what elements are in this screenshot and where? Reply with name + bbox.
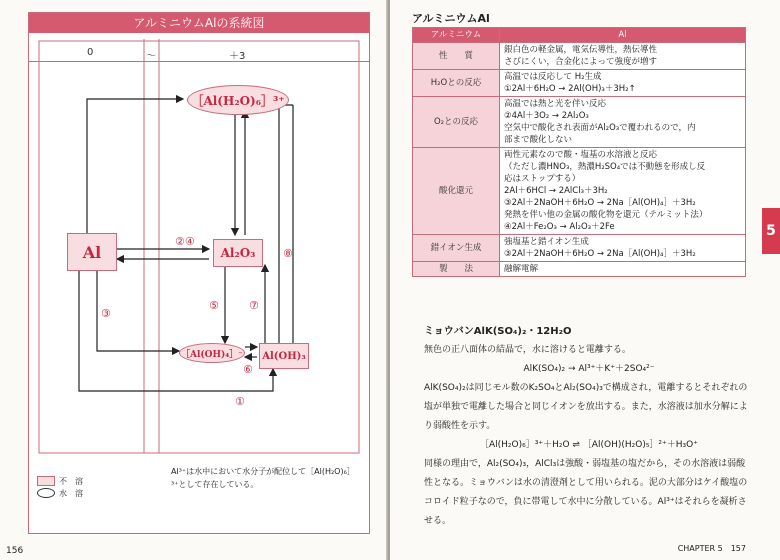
table-header-label: アルミニウム: [413, 28, 500, 43]
table-value-line: 空気中で酸化され表面がAl₂O₃で覆われるので，内: [504, 123, 696, 133]
table-value-line: ③2Al＋2NaOH＋6H₂O → 2Na［Al(OH)₄］＋3H₂: [504, 198, 696, 208]
table-row-label: 酸化還元: [413, 148, 500, 235]
node-aloh3: Al(OH)₃: [259, 343, 309, 369]
table-value-line: （ただし濃HNO₃，熱濃H₂SO₄では不動態を形成し反: [504, 162, 706, 172]
reaction-number: ①: [235, 395, 245, 408]
node-aluminate-ion: ［Al(OH)₄］⁻: [179, 343, 245, 363]
table-row-value: [500, 43, 746, 70]
table-header-value: Al: [500, 28, 746, 43]
left-page: [0, 0, 388, 560]
chapter-tab: 5: [762, 208, 780, 254]
legend-label: 不 溶: [59, 476, 83, 486]
table-row-value: [500, 148, 746, 235]
alum-paragraph: 無色の正八面体の結晶で，水に溶けると電離する。: [424, 345, 631, 355]
page-number-left: 156: [6, 546, 24, 556]
table-value-line: ②4Al＋3O₂ → 2Al₂O₃: [504, 111, 589, 121]
right-page: [390, 0, 780, 560]
table-value-line: 高温では熱と光を伴い反応: [504, 99, 607, 109]
alum-equation: ［Al(H₂O)₆］³⁺＋H₂O ⇌ ［Al(OH)(H₂O)₅］²⁺＋H₃O⁺: [479, 440, 699, 450]
table-row-value: [500, 97, 746, 148]
alum-heading: ミョウバンAlK(SO₄)₂・12H₂O: [424, 326, 572, 337]
reaction-number: ③: [101, 307, 111, 320]
alum-section: [424, 322, 754, 531]
reaction-number: ⑤: [209, 299, 219, 312]
table-value-line: 高温では反応して H₂生成: [504, 72, 602, 82]
table-value-line: 部まで酸化しない: [504, 135, 573, 145]
reaction-number: ⑦: [249, 299, 259, 312]
diagram-title: アルミニウムAlの系統図: [29, 13, 369, 33]
table-value-line: 発熱を伴い他の金属の酸化物を還元（テルミット法）: [504, 210, 708, 220]
table-value-line: ①2Al＋6H₂O → 2Al(OH)₃＋3H₂↑: [504, 84, 636, 94]
column-header-range: ～: [146, 51, 156, 62]
table-value-line: 両性元素なので酸・塩基の水溶液と反応: [504, 150, 658, 160]
legend: [37, 475, 83, 499]
table-row: [413, 70, 746, 97]
legend-label: 水 溶: [59, 488, 83, 498]
table-value-line: さびにくい，合金化によって強度が増す: [504, 57, 658, 67]
diagram-note: Al³⁺は水中において水分子が配位して［Al(H₂O)₆］³⁺として存在している。: [171, 467, 355, 489]
aluminum-system-diagram: [28, 12, 370, 534]
node-al2o3: Al₂O₃: [213, 239, 263, 267]
table-row: [413, 97, 746, 148]
soluble-swatch: [37, 488, 55, 498]
table-row-label: H₂Oとの反応: [413, 70, 500, 97]
table-row: [413, 43, 746, 70]
table-row-value: [500, 70, 746, 97]
node-al-aqua-complex: ［Al(H₂O)₆］³⁺: [187, 85, 289, 115]
column-header-0: 0: [87, 47, 94, 58]
reaction-number: ②④: [175, 235, 195, 248]
table-value-line: ③2Al＋2NaOH＋6H₂O → 2Na［Al(OH)₄］＋3H₂: [504, 249, 696, 259]
table-row-value: [500, 262, 746, 277]
reaction-number: ⑥: [243, 363, 253, 376]
arrow-aloh3-to-aqua: [279, 105, 293, 351]
alum-equation: AlK(SO₄)₂ → Al³⁺＋K⁺＋2SO₄²⁻: [523, 364, 655, 374]
alum-paragraph: 同様の理由で，Al₂(SO₄)₃，AlCl₃は強酸・弱塩基の塩だから，その水溶液は弱酸性となる。ミョウバンは水の清澄剤として用いられる。泥の大部分はケイ酸塩のコロイド粒子なので，負に帯電して水中に分散している。Al³⁺はそれらを凝析させる。: [424, 459, 748, 526]
table-value-line: ④2Al＋Fe₂O₃ → Al₂O₃＋2Fe: [504, 222, 615, 232]
table-row-label: 製 法: [413, 262, 500, 277]
table-row: [413, 235, 746, 262]
table-value-line: 2Al＋6HCl → 2AlCl₃＋3H₂: [504, 186, 608, 196]
table-row-label: 性 質: [413, 43, 500, 70]
insoluble-swatch: [37, 476, 55, 486]
arrow-al-to-aqua: [87, 99, 183, 235]
table-value-line: 応はストップする）: [504, 174, 581, 184]
table-row: [413, 148, 746, 235]
table-value-line: 銀白色の軽金属，電気伝導性，熱伝導性: [504, 45, 658, 55]
alum-paragraph: AlK(SO₄)₂は同じモル数のK₂SO₄とAl₂(SO₄)₃で構成され，電離するとそれぞれの塩が単独で電離した場合と同じイオンを放出する。また，水溶液は加水分解により弱酸性を示す。: [424, 383, 748, 431]
table-row: [413, 262, 746, 277]
properties-table: [412, 27, 746, 277]
node-al: Al: [67, 233, 117, 271]
page-footer: CHAPTER 5 157: [677, 544, 746, 553]
table-row-label: O₂との反応: [413, 97, 500, 148]
reaction-number: ⑧: [283, 247, 293, 260]
column-header-plus3: ＋3: [229, 51, 246, 62]
table-row-value: [500, 235, 746, 262]
table-row-label: 錯イオン生成: [413, 235, 500, 262]
table-value-line: 強塩基と錯イオン生成: [504, 237, 589, 247]
section-title: アルミニウムAl: [412, 12, 490, 25]
table-value-line: 融解電解: [504, 264, 539, 274]
